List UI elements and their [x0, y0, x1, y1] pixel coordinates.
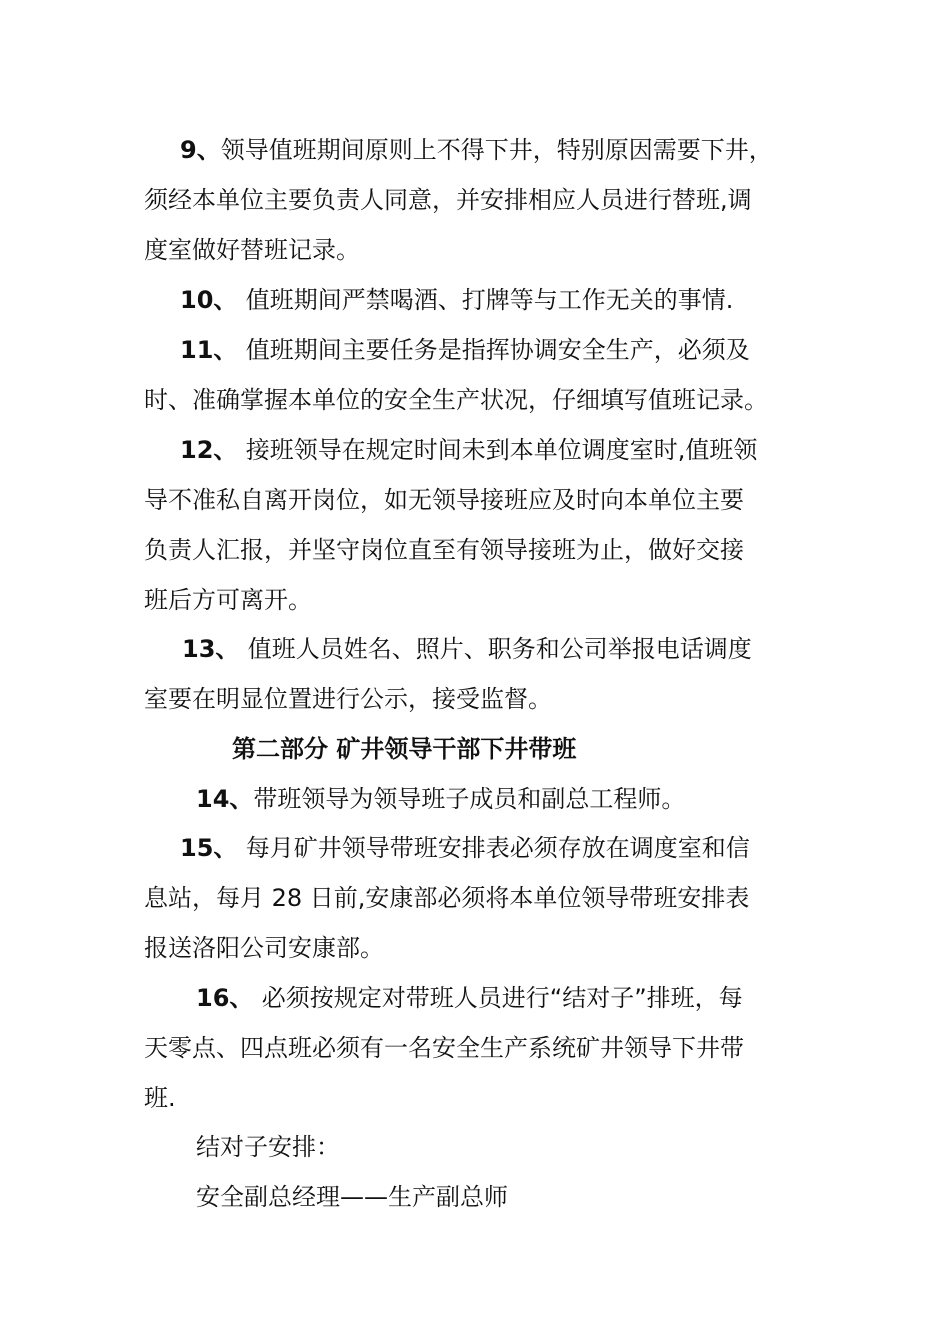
item-9-line-1: 9、领导值班期间原则上不得下井，特别原因需要下井， — [180, 136, 773, 164]
item-number: 10 — [180, 286, 214, 314]
item-13-line-2: 室要在明显位置进行公示，接受监督。 — [144, 685, 552, 713]
item-16-line-2: 天零点、四点班必须有一名安全生产系统矿井领导下井带 — [144, 1034, 744, 1062]
item-9-line-2: 须经本单位主要负责人同意，并安排相应人员进行替班,调 — [144, 186, 752, 214]
item-12-line-1: 12、 接班领导在规定时间未到本单位调度室时,值班领 — [180, 436, 758, 464]
item-11-line-1: 11、 值班期间主要任务是指挥协调安全生产，必须及 — [180, 336, 750, 364]
item-9-line-3: 度室做好替班记录。 — [144, 236, 360, 264]
item-number: 16 — [196, 984, 230, 1012]
section-heading: 第二部分 矿井领导干部下井带班 — [232, 735, 577, 763]
item-16-line-3: 班. — [144, 1084, 176, 1112]
item-number: 14 — [196, 785, 230, 813]
item-11-line-2: 时、准确掌握本单位的安全生产状况，仔细填写值班记录。 — [144, 386, 768, 414]
item-15-line-3: 报送洛阳公司安康部。 — [144, 934, 384, 962]
item-number: 13 — [182, 635, 216, 663]
item-number: 12 — [180, 436, 214, 464]
pairing-entry: 安全副总经理——生产副总师 — [196, 1183, 508, 1211]
item-14-line-1: 14、带班领导为领导班子成员和副总工程师。 — [196, 785, 686, 813]
item-12-line-3: 负责人汇报，并坚守岗位直至有领导接班为止，做好交接 — [144, 536, 744, 564]
item-15-line-2: 息站，每月 28 日前,安康部必须将本单位领导带班安排表 — [144, 884, 750, 912]
item-number: 9 — [180, 136, 197, 164]
item-13-line-1: 13、 值班人员姓名、照片、职务和公司举报电话调度 — [182, 635, 752, 663]
item-number: 15 — [180, 834, 214, 862]
item-12-line-4: 班后方可离开。 — [144, 586, 312, 614]
item-10-line-1: 10、 值班期间严禁喝酒、打牌等与工作无关的事情. — [180, 286, 734, 314]
item-number: 11 — [180, 336, 214, 364]
item-12-line-2: 导不准私自离开岗位，如无领导接班应及时向本单位主要 — [144, 486, 744, 514]
item-16-line-1: 16、 必须按规定对带班人员进行“结对子”排班，每 — [196, 984, 743, 1012]
item-15-line-1: 15、 每月矿井领导带班安排表必须存放在调度室和信 — [180, 834, 750, 862]
pairing-label: 结对子安排： — [196, 1133, 340, 1161]
